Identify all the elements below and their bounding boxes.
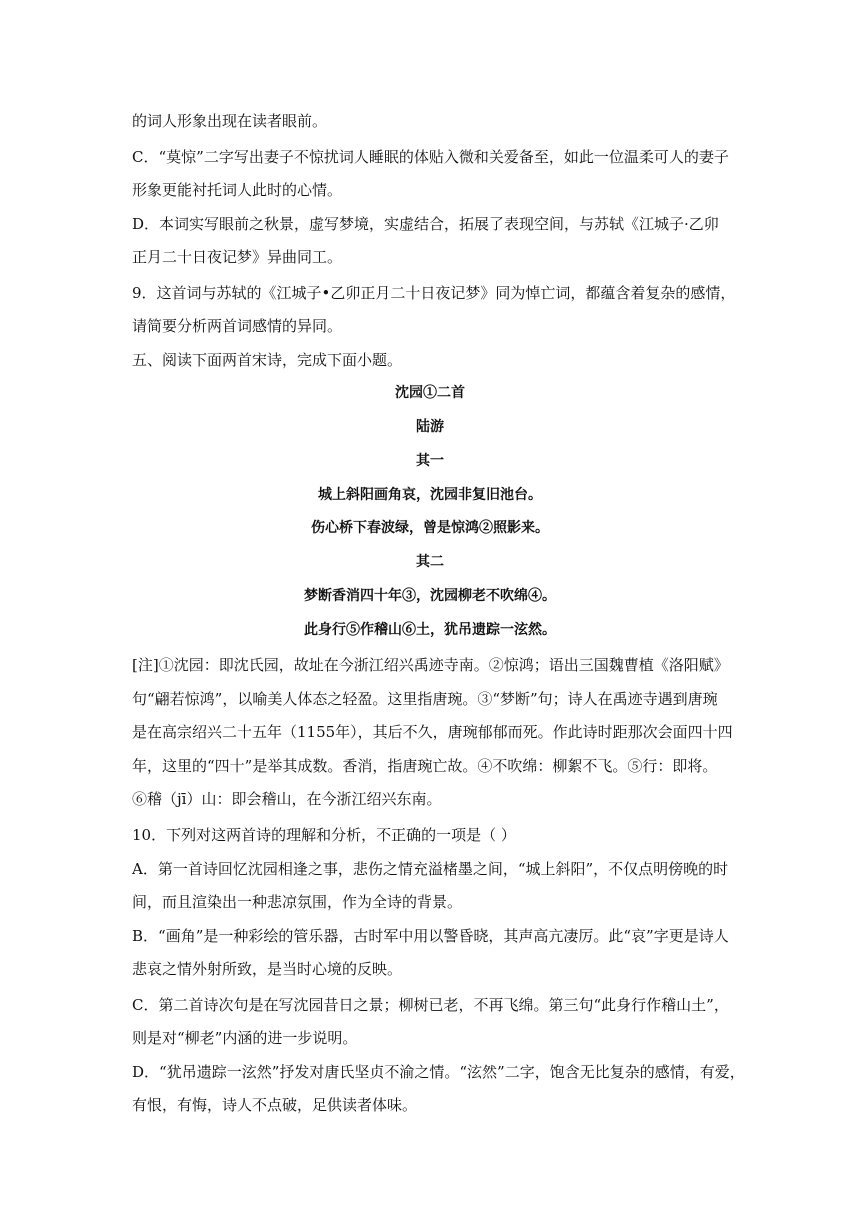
- option-a-line: A．第一首诗回忆沈园相逢之事，悲伤之情充溢楮墨之间，“城上斜阳”，不仅点明傍晚的时: [132, 860, 729, 878]
- option-b-line: 悲哀之情外射所致，是当时心境的反映。: [132, 960, 403, 978]
- poem-part-2-heading: 其二: [416, 554, 444, 570]
- option-d-line: 有恨，有悔，诗人不点破，足供读者体味。: [132, 1096, 418, 1114]
- poem-author: 陆游: [416, 419, 444, 435]
- option-b-line: B．“画角”是一种彩绘的管乐器，古时军中用以警昏晓，其声高亢凄厉。此“哀”字更是诗人: [132, 927, 729, 945]
- poem-part-1-heading: 其一: [416, 453, 444, 469]
- poem-line: 梦断香消四十年③，沈园柳老不吹绵④。: [304, 588, 556, 604]
- option-d-line: D．本词实写眼前之秋景，虚写梦境，实虚结合，拓展了表现空间，与苏轼《江城子·乙卯: [132, 215, 719, 233]
- poem-line: 此身行⑤作稽山⑥土，犹吊遗踪一泫然。: [304, 622, 556, 638]
- question-10-stem: 10．下列对这两首诗的理解和分析，不正确的一项是（ ）: [132, 826, 516, 844]
- option-d-line: D．“犹吊遗踪一泫然”抒发对唐氏坚贞不渝之情。“泫然”二字，饱含无比复杂的感情，有爱，: [132, 1063, 745, 1081]
- section-heading: 五、阅读下面两首宋诗，完成下面小题。: [132, 351, 403, 369]
- option-a-line: 间，而且渲染出一种悲凉氛围，作为全诗的背景。: [132, 893, 463, 911]
- text-line: 请简要分析两首词感情的异同。: [132, 317, 343, 335]
- text-line: 正月二十日夜记梦》异曲同工。: [132, 248, 343, 266]
- note-line: 句“翩若惊鸿”，以喻美人体态之轻盈。这里指唐琬。③“梦断”句；诗人在禹迹寺遇到唐琬: [132, 690, 718, 708]
- text-line: 的词人形象出现在读者眼前。: [132, 112, 328, 130]
- question-9-line: 9．这首词与苏轼的《江城子•乙卯正月二十日夜记梦》同为悼亡词，都蕴含着复杂的感情，: [132, 284, 736, 302]
- note-line: ⑥稽（jī）山：即会稽山，在今浙江绍兴东南。: [132, 790, 442, 808]
- note-line: [注]①沈园：即沈氏园，故址在今浙江绍兴禹迹寺南。②惊鸿；语出三国魏曹植《洛阳赋》: [132, 656, 729, 674]
- text-line: 形象更能衬托词人此时的心情。: [132, 181, 343, 199]
- note-line: 年，这里的“四十”是举其成数。香消，指唐琬亡故。④不吹绵：柳絮不飞。⑤行：即将。: [132, 757, 718, 775]
- poem-title: 沈园①二首: [395, 385, 465, 401]
- option-c-line: C．第二首诗次句是在写沈园昔日之景；柳树已老，不再飞绵。第三句“此身行作稽山土”，: [132, 996, 729, 1014]
- option-c-line: C．“莫惊”二字写出妻子不惊扰词人睡眠的体贴入微和关爱备至，如此一位温柔可人的妻子: [132, 148, 729, 166]
- note-line: 是在高宗绍兴二十五年（1155年），其后不久，唐琬郁郁而死。作此诗时距那次会面四十四: [132, 723, 733, 741]
- poem-line: 伤心桥下春波绿，曾是惊鸿②照影来。: [311, 520, 549, 536]
- option-c-line: 则是对“柳老”内涵的进一步说明。: [132, 1029, 358, 1047]
- poem-line: 城上斜阳画角哀，沈园非复旧池台。: [318, 487, 542, 503]
